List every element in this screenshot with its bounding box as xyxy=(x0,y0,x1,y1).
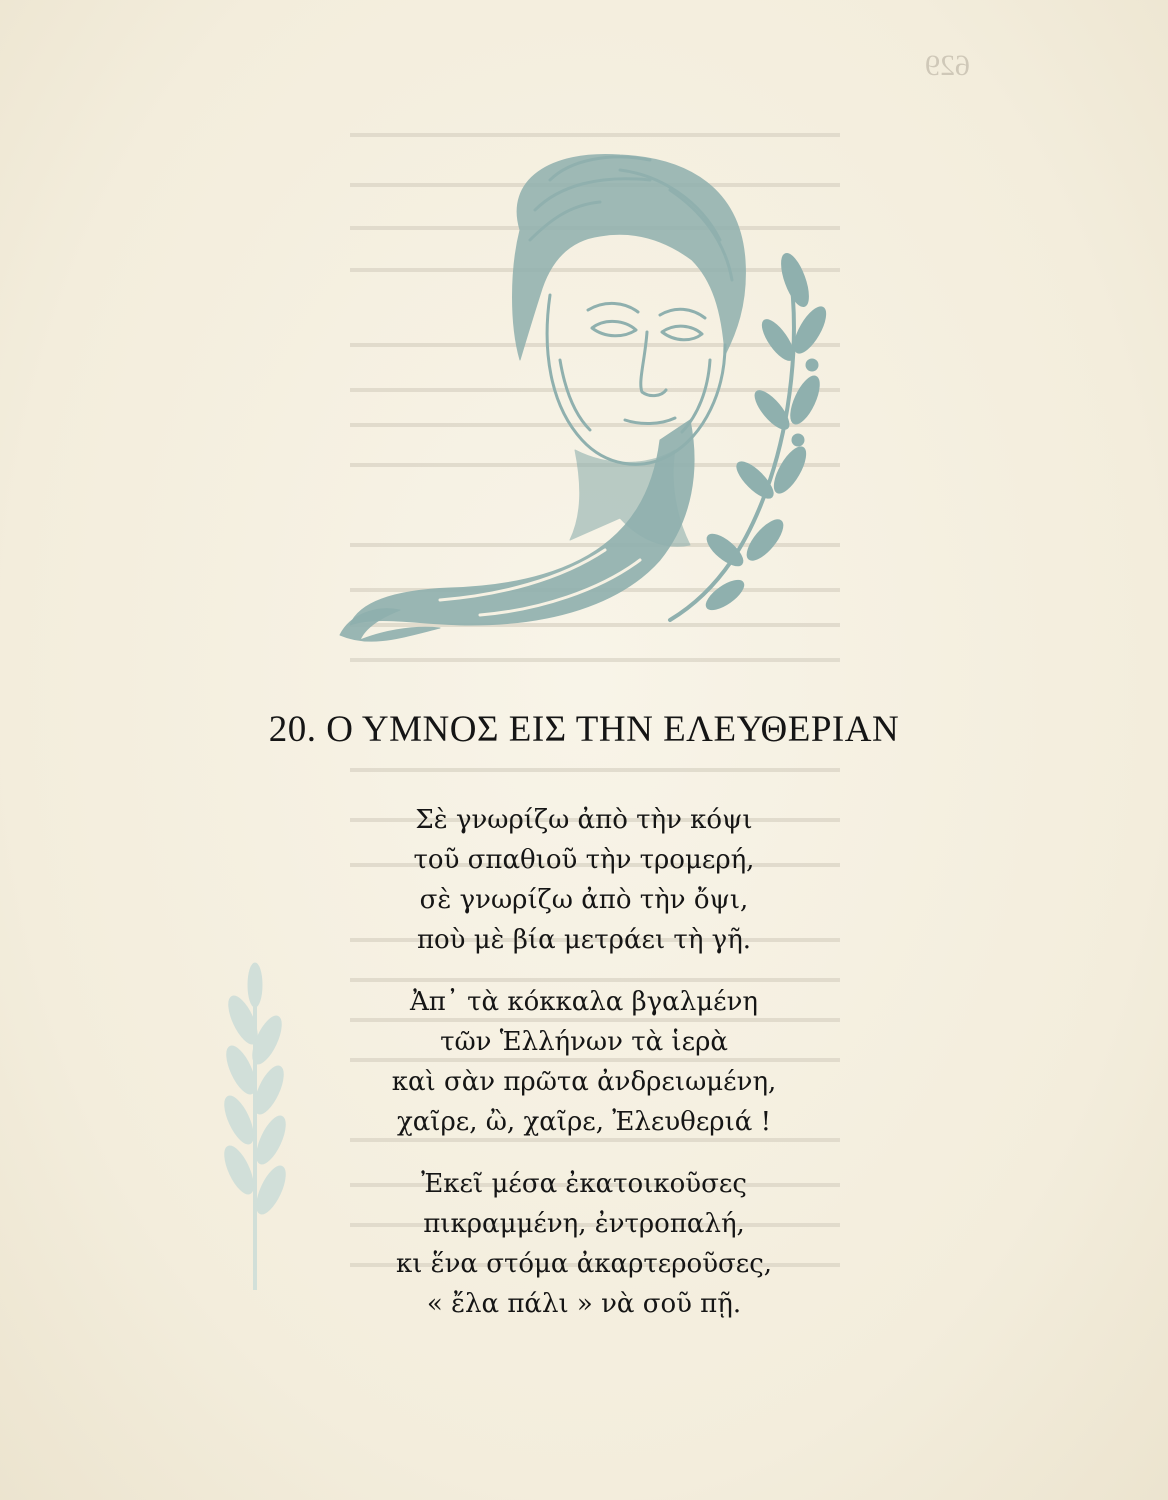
stanza xyxy=(0,800,1168,960)
poem-line: πικραμμένη, ἐντροπαλή, xyxy=(423,1209,745,1239)
poem-title: 20. Ο ΥΜΝΟΣ ΕΙΣ ΤΗΝ ΕΛΕΥΘΕΡΙΑΝ xyxy=(268,709,900,750)
face-outline xyxy=(547,295,725,464)
bleed-page-number: 629 xyxy=(925,49,970,82)
poem-line: Ἀπ᾽ τὰ κόκκαλα βγαλμένη xyxy=(410,987,758,1017)
poem-line: σὲ γνωρίζω ἀπὸ τὴν ὄψι, xyxy=(419,885,749,915)
poem-line: χαῖρε, ὢ, χαῖρε, Ἐλευθεριά ! xyxy=(396,1107,772,1137)
poem-line: τῶν Ἑλλήνων τὰ ἱερὰ xyxy=(440,1027,728,1057)
poet-portrait-illustration xyxy=(320,120,840,660)
poem-line: Σὲ γνωρίζω ἀπὸ τὴν κόψι xyxy=(415,805,753,835)
stanza xyxy=(0,982,1168,1142)
cloak-shape xyxy=(350,420,694,625)
poem-line: Ἐκεῖ μέσα ἐκατοικοῦσες xyxy=(421,1169,747,1199)
poem-line: τοῦ σπαθιοῦ τὴν τρομερή, xyxy=(413,845,755,875)
poem-line: « ἔλα πάλι » νὰ σοῦ πῇ. xyxy=(426,1289,742,1319)
poem-line: ποὺ μὲ βία μετράει τὴ γῆ. xyxy=(416,925,752,955)
poem-line: κι ἕνα στόμα ἀκαρτεροῦσες, xyxy=(395,1249,773,1279)
poem-line: καὶ σὰν πρῶτα ἀνδρειωμένη, xyxy=(391,1067,777,1097)
poem-body xyxy=(0,800,1168,1346)
stanza xyxy=(0,1164,1168,1324)
